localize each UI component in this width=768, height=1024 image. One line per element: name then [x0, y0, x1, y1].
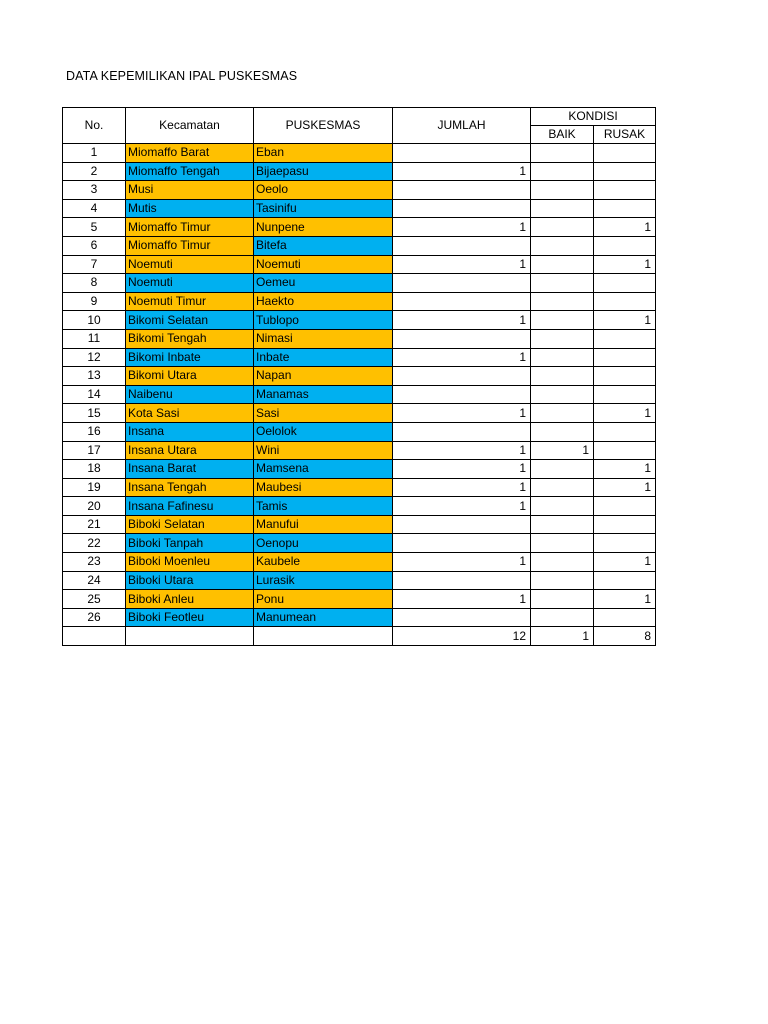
baik-cell [531, 255, 594, 274]
baik-cell [531, 329, 594, 348]
puskesmas-cell: Tublopo [254, 311, 393, 330]
no-cell: 19 [63, 478, 126, 497]
kecamatan-cell: Biboki Tanpah [126, 534, 254, 553]
table-row [63, 162, 656, 181]
jumlah-cell: 1 [393, 478, 531, 497]
total-baik: 1 [531, 627, 594, 646]
no-cell: 17 [63, 441, 126, 460]
table-row [63, 460, 656, 479]
puskesmas-cell: Haekto [254, 292, 393, 311]
table-row [63, 478, 656, 497]
rusak-cell [594, 441, 656, 460]
puskesmas-cell: Oenopu [254, 534, 393, 553]
header-puskesmas: PUSKESMAS [254, 108, 393, 144]
kecamatan-cell: Insana Utara [126, 441, 254, 460]
puskesmas-cell: Oemeu [254, 274, 393, 293]
puskesmas-cell: Oeolo [254, 181, 393, 200]
no-cell: 5 [63, 218, 126, 237]
jumlah-cell [393, 329, 531, 348]
table-row [63, 348, 656, 367]
puskesmas-cell: Napan [254, 367, 393, 386]
kecamatan-cell: Insana Fafinesu [126, 497, 254, 516]
table-row [63, 571, 656, 590]
jumlah-cell: 1 [393, 460, 531, 479]
jumlah-cell [393, 422, 531, 441]
baik-cell [531, 534, 594, 553]
puskesmas-cell: Maubesi [254, 478, 393, 497]
rusak-cell: 1 [594, 218, 656, 237]
totals-puskesmas-cell [254, 627, 393, 646]
baik-cell [531, 497, 594, 516]
baik-cell [531, 404, 594, 423]
kecamatan-cell: Noemuti Timur [126, 292, 254, 311]
kecamatan-cell: Miomaffo Tengah [126, 162, 254, 181]
totals-no-cell [63, 627, 126, 646]
totals-kecamatan-cell [126, 627, 254, 646]
table-row [63, 255, 656, 274]
kecamatan-cell: Noemuti [126, 255, 254, 274]
no-cell: 23 [63, 553, 126, 572]
table-row [63, 404, 656, 423]
kecamatan-cell: Biboki Feotleu [126, 608, 254, 627]
table-row [63, 329, 656, 348]
header-kondisi: KONDISI [531, 108, 656, 126]
baik-cell: 1 [531, 441, 594, 460]
puskesmas-cell: Tamis [254, 497, 393, 516]
puskesmas-cell: Manamas [254, 385, 393, 404]
puskesmas-cell: Kaubele [254, 553, 393, 572]
jumlah-cell: 1 [393, 218, 531, 237]
rusak-cell [594, 367, 656, 386]
jumlah-cell [393, 515, 531, 534]
rusak-cell: 1 [594, 311, 656, 330]
puskesmas-cell: Inbate [254, 348, 393, 367]
rusak-cell [594, 236, 656, 255]
no-cell: 25 [63, 590, 126, 609]
rusak-cell [594, 348, 656, 367]
kecamatan-cell: Bikomi Tengah [126, 329, 254, 348]
puskesmas-cell: Ponu [254, 590, 393, 609]
puskesmas-cell: Manufui [254, 515, 393, 534]
no-cell: 10 [63, 311, 126, 330]
no-cell: 16 [63, 422, 126, 441]
baik-cell [531, 218, 594, 237]
no-cell: 20 [63, 497, 126, 516]
jumlah-cell [393, 292, 531, 311]
jumlah-cell: 1 [393, 404, 531, 423]
baik-cell [531, 422, 594, 441]
jumlah-cell [393, 199, 531, 218]
kecamatan-cell: Noemuti [126, 274, 254, 293]
puskesmas-cell: Lurasik [254, 571, 393, 590]
jumlah-cell: 1 [393, 441, 531, 460]
no-cell: 15 [63, 404, 126, 423]
no-cell: 4 [63, 199, 126, 218]
table-row [63, 422, 656, 441]
table-row [63, 274, 656, 293]
jumlah-cell [393, 608, 531, 627]
jumlah-cell [393, 571, 531, 590]
no-cell: 18 [63, 460, 126, 479]
rusak-cell [594, 497, 656, 516]
kecamatan-cell: Insana Barat [126, 460, 254, 479]
baik-cell [531, 460, 594, 479]
rusak-cell [594, 329, 656, 348]
jumlah-cell [393, 367, 531, 386]
jumlah-cell: 1 [393, 255, 531, 274]
baik-cell [531, 367, 594, 386]
header-rusak: RUSAK [594, 126, 656, 144]
jumlah-cell: 1 [393, 162, 531, 181]
kecamatan-cell: Bikomi Selatan [126, 311, 254, 330]
jumlah-cell [393, 385, 531, 404]
baik-cell [531, 385, 594, 404]
puskesmas-cell: Manumean [254, 608, 393, 627]
jumlah-cell [393, 144, 531, 163]
jumlah-cell [393, 181, 531, 200]
rusak-cell [594, 608, 656, 627]
table-row [63, 144, 656, 163]
header-jumlah: JUMLAH [393, 108, 531, 144]
kecamatan-cell: Kota Sasi [126, 404, 254, 423]
kecamatan-cell: Biboki Anleu [126, 590, 254, 609]
puskesmas-cell: Nimasi [254, 329, 393, 348]
puskesmas-cell: Oelolok [254, 422, 393, 441]
header-no: No. [63, 108, 126, 144]
baik-cell [531, 590, 594, 609]
rusak-cell [594, 274, 656, 293]
baik-cell [531, 181, 594, 200]
baik-cell [531, 348, 594, 367]
table-row [63, 218, 656, 237]
rusak-cell [594, 515, 656, 534]
puskesmas-cell: Eban [254, 144, 393, 163]
kecamatan-cell: Bikomi Inbate [126, 348, 254, 367]
rusak-cell [594, 181, 656, 200]
puskesmas-cell: Bitefa [254, 236, 393, 255]
baik-cell [531, 292, 594, 311]
baik-cell [531, 553, 594, 572]
rusak-cell [594, 199, 656, 218]
jumlah-cell: 1 [393, 348, 531, 367]
kecamatan-cell: Naibenu [126, 385, 254, 404]
puskesmas-cell: Wini [254, 441, 393, 460]
rusak-cell: 1 [594, 590, 656, 609]
baik-cell [531, 311, 594, 330]
baik-cell [531, 162, 594, 181]
puskesmas-cell: Tasinifu [254, 199, 393, 218]
table-row [63, 311, 656, 330]
kecamatan-cell: Miomaffo Barat [126, 144, 254, 163]
kecamatan-cell: Biboki Moenleu [126, 553, 254, 572]
table-row [63, 534, 656, 553]
table-row [63, 441, 656, 460]
header-kecamatan: Kecamatan [126, 108, 254, 144]
rusak-cell [594, 292, 656, 311]
no-cell: 3 [63, 181, 126, 200]
no-cell: 24 [63, 571, 126, 590]
no-cell: 21 [63, 515, 126, 534]
kecamatan-cell: Biboki Utara [126, 571, 254, 590]
table-row [63, 181, 656, 200]
jumlah-cell [393, 274, 531, 293]
table-body [63, 144, 656, 627]
table-row [63, 292, 656, 311]
kecamatan-cell: Miomaffo Timur [126, 236, 254, 255]
kecamatan-cell: Biboki Selatan [126, 515, 254, 534]
table-footer [63, 627, 656, 646]
jumlah-cell [393, 534, 531, 553]
rusak-cell: 1 [594, 478, 656, 497]
jumlah-cell: 1 [393, 590, 531, 609]
rusak-cell [594, 162, 656, 181]
rusak-cell [594, 422, 656, 441]
no-cell: 11 [63, 329, 126, 348]
rusak-cell: 1 [594, 460, 656, 479]
kecamatan-cell: Insana [126, 422, 254, 441]
rusak-cell [594, 385, 656, 404]
total-jumlah: 12 [393, 627, 531, 646]
no-cell: 14 [63, 385, 126, 404]
baik-cell [531, 515, 594, 534]
rusak-cell [594, 571, 656, 590]
table-row [63, 367, 656, 386]
no-cell: 1 [63, 144, 126, 163]
no-cell: 7 [63, 255, 126, 274]
baik-cell [531, 144, 594, 163]
table-row [63, 497, 656, 516]
no-cell: 2 [63, 162, 126, 181]
rusak-cell [594, 534, 656, 553]
table-row [63, 590, 656, 609]
puskesmas-cell: Mamsena [254, 460, 393, 479]
rusak-cell: 1 [594, 255, 656, 274]
rusak-cell [594, 144, 656, 163]
rusak-cell: 1 [594, 553, 656, 572]
rusak-cell: 1 [594, 404, 656, 423]
no-cell: 13 [63, 367, 126, 386]
table-row [63, 199, 656, 218]
ipal-table [62, 107, 656, 646]
table-row [63, 385, 656, 404]
baik-cell [531, 571, 594, 590]
no-cell: 26 [63, 608, 126, 627]
kecamatan-cell: Musi [126, 181, 254, 200]
jumlah-cell: 1 [393, 553, 531, 572]
jumlah-cell: 1 [393, 497, 531, 516]
baik-cell [531, 236, 594, 255]
kecamatan-cell: Mutis [126, 199, 254, 218]
no-cell: 22 [63, 534, 126, 553]
puskesmas-cell: Noemuti [254, 255, 393, 274]
puskesmas-cell: Sasi [254, 404, 393, 423]
baik-cell [531, 274, 594, 293]
jumlah-cell [393, 236, 531, 255]
baik-cell [531, 608, 594, 627]
table-row [63, 608, 656, 627]
table-header [63, 108, 656, 144]
no-cell: 9 [63, 292, 126, 311]
document-title: DATA KEPEMILIKAN IPAL PUSKESMAS [66, 69, 298, 83]
table-row [63, 515, 656, 534]
puskesmas-cell: Bijaepasu [254, 162, 393, 181]
kecamatan-cell: Miomaffo Timur [126, 218, 254, 237]
puskesmas-cell: Nunpene [254, 218, 393, 237]
kecamatan-cell: Insana Tengah [126, 478, 254, 497]
totals-row [63, 627, 656, 646]
table-row [63, 236, 656, 255]
no-cell: 12 [63, 348, 126, 367]
baik-cell [531, 199, 594, 218]
kecamatan-cell: Bikomi Utara [126, 367, 254, 386]
baik-cell [531, 478, 594, 497]
table-row [63, 553, 656, 572]
no-cell: 8 [63, 274, 126, 293]
total-rusak: 8 [594, 627, 656, 646]
header-baik: BAIK [531, 126, 594, 144]
jumlah-cell: 1 [393, 311, 531, 330]
no-cell: 6 [63, 236, 126, 255]
